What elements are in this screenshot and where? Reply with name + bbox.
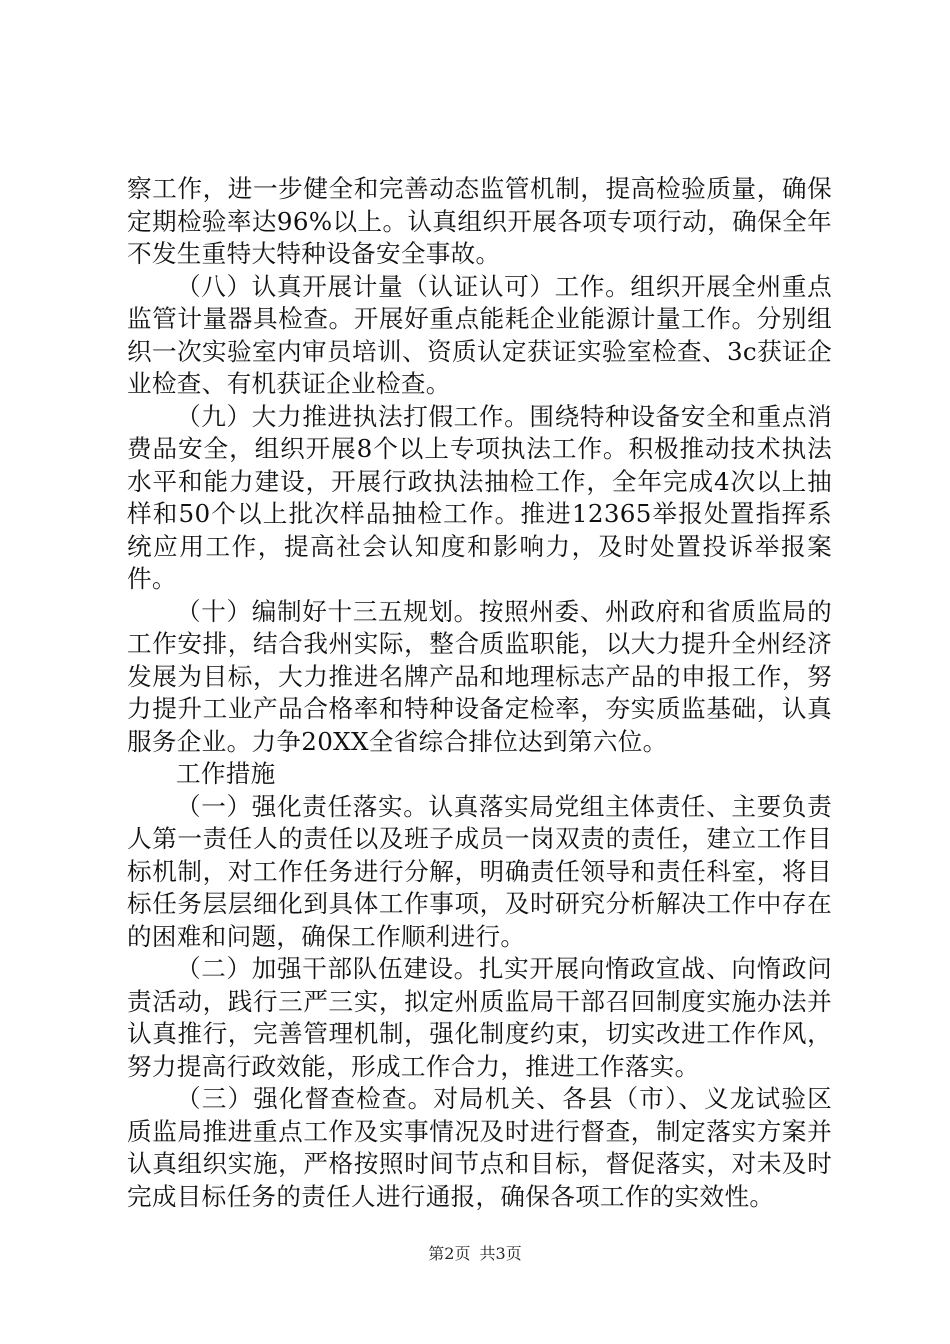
paragraph-2: （八）认真开展计量（认证认可）工作。组织开展全州重点监管计量器具检查。开展好重点能耗企业能源计量工作。分别组织一次实验室内审员培训、资质认定获证实验室检查、3c获证企业检查、有机获证企业检查。 [127, 271, 832, 398]
paragraph-1: 察工作，进一步健全和完善动态监管机制，提高检验质量，确保定期检验率达96%以上。认真组织开展各项专项行动，确保全年不发生重特大特种设备安全事故。 [127, 174, 832, 268]
document-body [127, 173, 832, 1213]
page-footer [0, 1244, 950, 1264]
page-number: 第2页 [428, 1244, 471, 1263]
paragraph-3: （九）大力推进执法打假工作。围绕特种设备安全和重点消费品安全，组织开展8个以上专项执法工作。积极推动技术执法水平和能力建设，开展行政执法抽检工作，全年完成4次以上抽样和50个以上批次样品抽检工作。推进12365举报处置指挥系统应用工作，提高社会认知度和影响力，及时处置投诉举报案件。 [127, 401, 832, 593]
section-heading: 工作措施 [176, 759, 276, 788]
paragraph-7: （三）强化督查检查。对局机关、各县（市）、义龙试验区质监局推进重点工作及实事情况及时进行督查，制定落实方案并认真组织实施，严格按照时间节点和目标，督促落实，对未及时完成目标任务的责任人进行通报，确保各项工作的实效性。 [127, 1084, 832, 1211]
paragraph-5: （一）强化责任落实。认真落实局党组主体责任、主要负责人第一责任人的责任以及班子成员一岗双责的责任，建立工作目标机制，对工作任务进行分解，明确责任领导和责任科室，将目标任务层层细化到具体工作事项，及时研究分析解决工作中存在的困难和问题，确保工作顺利进行。 [127, 791, 832, 951]
paragraph-6: （二）加强干部队伍建设。扎实开展向惰政宣战、向惰政问责活动，践行三严三实，拟定州质监局干部召回制度实施办法并认真推行，完善管理机制，强化制度约束，切实改进工作作风，努力提高行政效能，形成工作合力，推进工作落实。 [127, 954, 832, 1081]
paragraph-4: （十）编制好十三五规划。按照州委、州政府和省质监局的工作安排，结合我州实际，整合质监职能，以大力提升全州经济发展为目标，大力推进名牌产品和地理标志产品的申报工作，努力提升工业产品合格率和特种设备定检率，夯实质监基础，认真服务企业。力争20XX全省综合排位达到第六位。 [127, 596, 832, 756]
page-total: 共3页 [479, 1244, 522, 1263]
